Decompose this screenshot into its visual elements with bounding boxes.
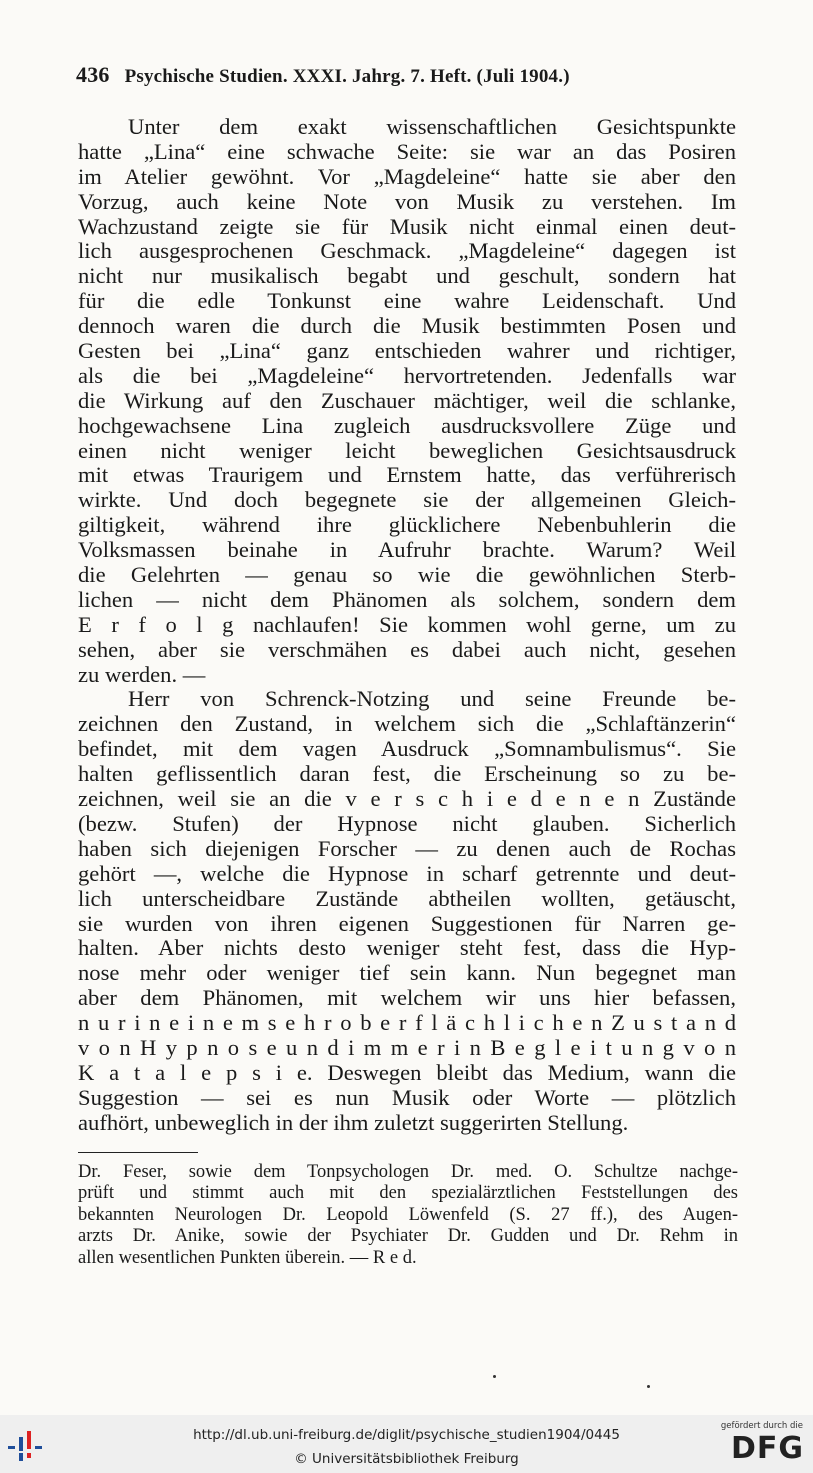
funding-note: gefördert durch die xyxy=(720,1421,803,1431)
text-line: Suggestion — sei es nun Musik oder Worte — plötzlich xyxy=(78,1085,736,1110)
text-line: dennoch waren die durch die Musik bestimmten Posen und xyxy=(78,314,736,339)
text-line: Volksmassen beinahe in Aufruhr brachte. Warum? Weil xyxy=(78,538,736,563)
text-line: nicht nur musikalisch begabt und geschult, sondern hat xyxy=(78,264,736,289)
viewer-footer-bar xyxy=(0,1415,813,1473)
text-line: mit etwas Traurigem und Ernstem hatte, das verführerisch xyxy=(78,463,736,488)
text-line: E r f o l g nachlaufen! Sie kommen wohl gerne, um zu xyxy=(78,612,736,637)
text-line: lich unterscheidbare Zustände abtheilen wollten, getäuscht, xyxy=(78,886,736,911)
text-line: v o n H y p n o s e u n d i m m e r i n B e g l e i t u n g v o n xyxy=(78,1035,736,1060)
text-line: einen nicht weniger leicht beweglichen Gesichtsausdruck xyxy=(78,438,736,463)
text-line: Gesten bei „Lina“ ganz entschieden wahrer und richtiger, xyxy=(78,339,736,364)
text-line: lichen — nicht dem Phänomen als solchem, sondern dem xyxy=(78,587,736,612)
text-line: wirkte. Und doch begegnete sie der allgemeinen Gleich- xyxy=(78,488,736,513)
text-line: haben sich diejenigen Forscher — zu denen auch de Rochas xyxy=(78,836,736,861)
text-line: für die edle Tonkunst eine wahre Leidenschaft. Und xyxy=(78,289,736,314)
text-line: im Atelier gewöhnt. Vor „Magdeleine“ hatte sie aber den xyxy=(78,164,736,189)
page-number: 436 xyxy=(76,62,110,87)
text-line: gehört —, welche die Hypnose in scharf getrennte und deut- xyxy=(78,861,736,886)
footnote-line: arzts Dr. Anike, sowie der Psychiater Dr. Gudden und Dr. Rehm in xyxy=(78,1226,738,1247)
text-line: sehen, aber sie verschmähen es dabei auch nicht, gesehen xyxy=(78,637,736,662)
dfg-logo[interactable]: DFG xyxy=(730,1431,804,1466)
text-line: zeichnen den Zustand, in welchem sich die „Schlaftänzerin“ xyxy=(78,712,736,737)
body-text xyxy=(78,115,736,1136)
text-line: lich ausgesprochenen Geschmack. „Magdeleine“ dagegen ist xyxy=(78,239,736,264)
text-line: aufhört, unbeweglich in der ihm zuletzt suggerirten Stellung. xyxy=(78,1110,629,1135)
permalink-url[interactable]: http://dl.ub.uni-freiburg.de/diglit/psychische_studien1904/0445 xyxy=(193,1427,620,1443)
copyright-notice: © Universitätsbibliothek Freiburg xyxy=(294,1451,519,1467)
text-line: giltigkeit, während ihre glücklichere Nebenbuhlerin die xyxy=(78,513,736,538)
footnote-line: bekannten Neurologen Dr. Leopold Löwenfeld (S. 27 ff.), des Augen- xyxy=(78,1204,738,1225)
footnote xyxy=(78,1162,738,1269)
text-line: Wachzustand zeigte sie für Musik nicht einmal einen deut- xyxy=(78,214,736,239)
footnote-line: Dr. Feser, sowie dem Tonpsychologen Dr. med. O. Schultze nachge- xyxy=(78,1162,738,1182)
running-title: Psychische Studien. XXXI. Jahrg. 7. Heft. (Juli 1904.) xyxy=(124,66,570,87)
text-line: als die bei „Magdeleine“ hervortretenden. Jedenfalls war xyxy=(78,363,736,388)
text-line: n u r i n e i n e m s e h r o b e r f l ä c h l i c h e n Z u s t a n d xyxy=(78,1011,736,1036)
scan-speck xyxy=(647,1385,650,1388)
footnote-divider xyxy=(78,1152,198,1153)
text-line: Unter dem exakt wissenschaftlichen Gesichtspunkte xyxy=(128,115,736,139)
text-line: K a t a l e p s i e. Deswegen bleibt das Medium, wann die xyxy=(78,1060,736,1085)
text-line: aber dem Phänomen, mit welchem wir uns hier befassen, xyxy=(78,986,736,1011)
text-line: nose mehr oder weniger tief sein kann. Nun begegnet man xyxy=(78,961,736,986)
text-line: halten geflissentlich daran fest, die Erscheinung so zu be- xyxy=(78,762,736,787)
text-line: Herr von Schrenck-Notzing und seine Freunde be- xyxy=(128,687,736,712)
text-line: zeichnen, weil sie an die v e r s c h i e d e n e n Zustände xyxy=(78,787,736,812)
footnote-line: allen wesentlichen Punkten überein. — R e d. xyxy=(78,1247,417,1268)
scan-speck xyxy=(493,1375,496,1378)
text-line: hochgewachsene Lina zugleich ausdrucksvollere Züge und xyxy=(78,413,736,438)
text-line: halten. Aber nichts desto weniger steht fest, dass die Hyp- xyxy=(78,936,736,961)
text-line: die Gelehrten — genau so wie die gewöhnlichen Sterb- xyxy=(78,563,736,588)
text-line: (bezw. Stufen) der Hypnose nicht glauben. Sicherlich xyxy=(78,811,736,836)
text-line: Vorzug, auch keine Note von Musik zu verstehen. Im xyxy=(78,189,736,214)
footnote-line: prüft und stimmt auch mit den spezialärztlichen Feststellungen des xyxy=(78,1183,738,1204)
text-line: sie wurden von ihren eigenen Suggestionen für Narren ge- xyxy=(78,911,736,936)
text-line: die Wirkung auf den Zuschauer mächtiger, weil die schlanke, xyxy=(78,388,736,413)
running-header xyxy=(76,62,736,88)
text-line: hatte „Lina“ eine schwache Seite: sie war an das Posiren xyxy=(78,139,736,164)
text-line: zu werden. — xyxy=(78,662,206,687)
text-line: befindet, mit dem vagen Ausdruck „Somnambulismus“. Sie xyxy=(78,737,736,762)
